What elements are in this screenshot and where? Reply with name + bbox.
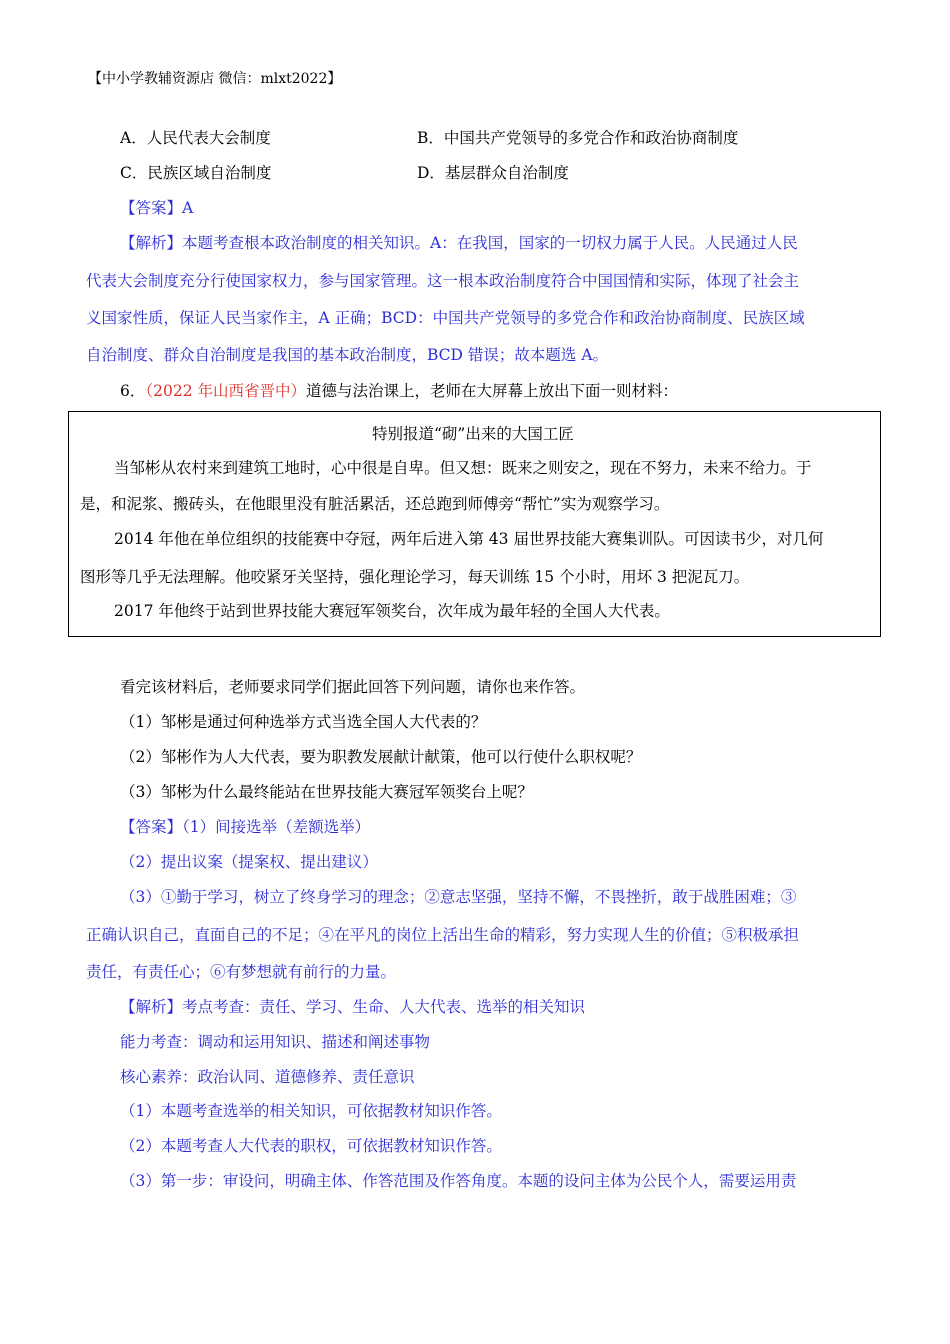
- question-stem: 道德与法治课上，老师在大屏幕上放出下面一则材料：: [306, 382, 679, 400]
- sub-question: （1）邹彬是通过何种选举方式当选全国人大代表的？: [120, 713, 487, 731]
- q5-analysis-line: 【解析】本题考查根本政治制度的相关知识。A：在我国，国家的一切权力属于人民。人民通过人民: [120, 234, 798, 252]
- sub-question: （3）邹彬为什么最终能站在世界技能大赛冠军领奖台上呢？: [120, 783, 533, 801]
- q6-answer-line: 【答案】（1）间接选举（差额选举）: [120, 818, 371, 836]
- material-title: 特别报道“砌”出来的大国工匠: [372, 425, 574, 443]
- q6-answer-line: 责任，有责任心；⑥有梦想就有前行的力量。: [86, 963, 397, 981]
- q6-analysis-line: 【解析】考点考查：责任、学习、生命、人大代表、选举的相关知识: [120, 998, 586, 1016]
- sub-question: （2）邹彬作为人大代表，要为职教发展献计献策，他可以行使什么职权呢？: [120, 748, 642, 766]
- q6-heading: [120, 380, 678, 402]
- option-a: A．人民代表大会制度: [120, 129, 271, 147]
- q6-analysis-line: （3）第一步：审设问，明确主体、作答范围及作答角度。本题的设问主体为公民个人，需要运用责: [120, 1172, 797, 1190]
- q6-prompt: 看完该材料后，老师要求同学们据此回答下列问题，请你也来作答。: [120, 678, 586, 696]
- q6-analysis-line: （1）本题考查选举的相关知识，可依据教材知识作答。: [120, 1102, 502, 1120]
- question-source: （2022 年山西省晋中）: [145, 382, 306, 400]
- q5-answer: 【答案】A: [120, 199, 194, 217]
- material-line: 是，和泥浆、搬砖头，在他眼里没有脏活累活，还总跑到师傅旁“帮忙”实为观察学习。: [80, 495, 670, 513]
- page-header: 【中小学教辅资源店 微信：mlxt2022】: [88, 71, 342, 87]
- option-b: B．中国共产党领导的多党合作和政治协商制度: [417, 129, 739, 147]
- q6-answer-line: 正确认识自己，直面自己的不足；④在平凡的岗位上活出生命的精彩，努力实现人生的价值；⑤积极承担: [86, 926, 800, 944]
- material-line: 2014 年他在单位组织的技能赛中夺冠，两年后进入第 43 届世界技能大赛集训队。可因读书少，对几何: [114, 530, 824, 548]
- question-number: 6．: [120, 382, 146, 400]
- material-line: 2017 年他终于站到世界技能大赛冠军领奖台，次年成为最年轻的全国人大代表。: [114, 602, 670, 620]
- q6-analysis-line: 能力考查：调动和运用知识、描述和阐述事物: [120, 1033, 431, 1051]
- q5-analysis-line: 自治制度、群众自治制度是我国的基本政治制度，BCD 错误；故本题选 A。: [86, 346, 609, 364]
- q6-answer-line: （3）①勤于学习，树立了终身学习的理念；②意志坚强，坚持不懈，不畏挫折，敢于战胜困难；③: [120, 888, 797, 906]
- material-line: 当邹彬从农村来到建筑工地时，心中很是自卑。但又想：既来之则安之，现在不努力，未来不给力。于: [114, 459, 812, 477]
- q6-analysis-line: （2）本题考查人大代表的职权，可依据教材知识作答。: [120, 1137, 502, 1155]
- option-c: C．民族区域自治制度: [120, 164, 272, 182]
- q6-answer-line: （2）提出议案（提案权、提出建议）: [120, 853, 378, 871]
- q5-analysis-line: 义国家性质，保证人民当家作主，A 正确；BCD：中国共产党领导的多党合作和政治协商制度、民族区域: [86, 309, 805, 327]
- material-line: 图形等几乎无法理解。他咬紧牙关坚持，强化理论学习，每天训练 15 个小时，用坏 3 把泥瓦刀。: [80, 568, 750, 586]
- q5-analysis-line: 代表大会制度充分行使国家权力，参与国家管理。这一根本政治制度符合中国国情和实际，体现了社会主: [86, 272, 800, 290]
- option-d: D．基层群众自治制度: [417, 164, 569, 182]
- q6-analysis-line: 核心素养：政治认同、道德修养、责任意识: [120, 1068, 415, 1086]
